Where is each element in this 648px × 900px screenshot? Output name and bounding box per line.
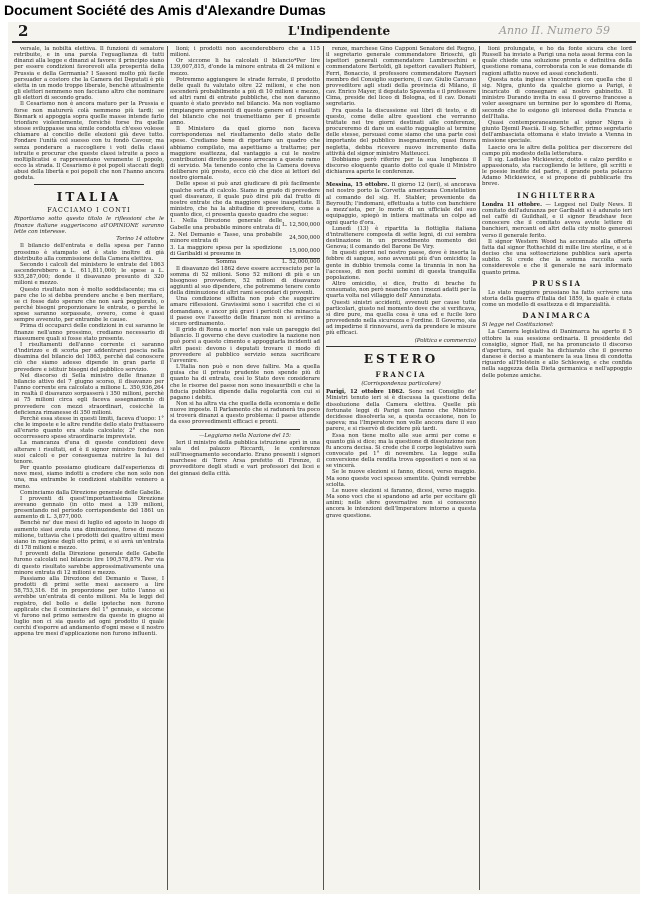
paragraph: lioni prolungate, e ho da fonte sicura che lord Russell ha inviato a Parigi una nota assai ferma con la quale chiede una soluzione pronta e definitiva della questione romana, corroborata con le sue domande di ragioni affatto nuove ed assai concludenti. [482, 46, 632, 77]
quote-source: Si legge nel Costituzionel: [482, 322, 554, 329]
paragraph: Il Cesarismo non è ancora maturo per la Prussia e forse non maturerà colà nemmeno più tardi; se Bismark si appoggia sopra quelle masse intende farlo trionfare violentemente, forsichè forse fra quelle stesse sviluppasse una simile condotta ch'esso volesse chiamare al concilio delle elezioni già deve tutto. Fondare l'unità col suesso con tu fondò Cavour, ma senza ponderare a raccogliere i voti della classi istruite e procurar che queste classi istruite a poco a moltiplicatisi e rappresentano veramente il popolo, ecco la strada. Il Cesarismo è poi popoli staccati degli abusi della libertà e poi popoli che non l'hanno ancora goduta. [14, 101, 164, 182]
news-text: — Leggesi nel Daily News. Il comitato dell'adunanza per Garibaldi si è adunato ieri nel caffè di Guildhall, e il signor Bradshaw fece conoscere che il comitato aveva avute lettere di banchieri, mercanti ed altri della city molto generosi verso il generale ferito. [482, 201, 632, 239]
col3-body [326, 226, 476, 337]
divider [190, 429, 300, 430]
paragraph: In questi giorni nel nostro paese, dove è insorta la febbre di sangue, sono avvenuti più d'un omicidio; la gente in dubbio tremola come la tirannia in non ha l'accesso, di non pochi uomini di questa tranquilla popolazione. [326, 250, 476, 281]
paragraph: Delle spese si può anzi giudicare di più facilmente qualche sorta di calcolo. Siamo in grado di prevedere quel disavanzo, il quale può dirsi più dal frutto di nostre entrate che da maggiore spese inaspettate. Il ministro, che ha la abitudine di prevedere, come a quanto dice, ci presenta questo quadro che segue: [170, 181, 320, 219]
column-2 [170, 46, 320, 892]
paragraph: Le nuove elezioni si faranno, dicesi, verso maggio. Ma sono voci che si spandono ad arte per eccitare gli animi; nelle sfere governative non si conoscono ancora le intenzioni dell'Imperatore intorno a questa grave questione. [326, 487, 476, 519]
paragraph: Il Ministero da quel giorno non faceva corrispondenza nel risultamento dello stato delle spese. Crediamo bene di riportare un quadro che abbiamo compilato, ma aspettiamo a trattarne; per maggiore esattezza, dal vantaggio a cui le nostre contribuzioni dirette possono arrecare a questo ramo di servizio. Ma tenendo conto che la Camera doveva deliberare più presto, ecco ciò che dice ai lettori del nostro giornale. [170, 126, 320, 182]
divider [346, 178, 456, 179]
paragraph: Se le nuove elezioni si fanno, dicesi, verso maggio. Ma sono queste voci spesso smentite. Quindi verrebbe sciolta. [326, 469, 476, 488]
col3-body2 [326, 433, 476, 519]
paragraph: Cominciamo dalla Direzione generale delle Gabelle. [20, 489, 162, 496]
table-total-value: L. 52,000,000 [282, 258, 320, 265]
paragraph: Passiamo alla Direzione del Demanio e Tasse, I prodotti di primi sette mesi ascesero a lire 58,753,316. Ed in proporzione per tutto l'anno si avrebbe un'entrata di cento milioni. Ma le leggi del registro, del bollo e delle ipoteche non furono applicate che il cominciare del 1° gennaio, e siccome vi furono nel primo semestre da queste in giugno ai luglio non ci sia questo ad ogni prodotto il quale cerchi d'esporre ad andamento d'ogni mese e il nostro appena tre mesi d'applicazione non furono influenti. [14, 575, 164, 638]
paragraph: lioni; i prodotti non ascenderebbero che a 115 milioni. [170, 46, 320, 59]
table-cell-value: 15,000,000 [289, 248, 320, 255]
paragraph: Benchè ne' due mesi di luglio ed agosto in luogo di aumento siasi avuta una diminuzione, forse di mezzo milione, tuttavia che i prodotti dei quattro ultimi mesi siano in ragione degli otto primi, e si avrà un'entrata di 178 milioni e mezzo. [14, 520, 164, 552]
paragraph: Il signor Western Wood ha accennato alla offerta fatta dal signor Rothschild di mille lire sterline, e si è deciso che una sottoscrizione pubblica sarà aperta subito. Si crede che la somma raccolta sarà considerevole e che il generale ne sarà informato quanto prima. [482, 238, 632, 276]
header-rule [12, 41, 636, 43]
paragraph: Una condizione siffatta non può che suggerire amare riflessioni. Gravissimi sono i sacrifizi che ci si domandano, e ancor più gravi i pericoli che minaccia il paese ove l'assetto delle finanze non si avviino a sicuro ordinamento. [170, 296, 320, 327]
news-item-messina [326, 182, 476, 225]
paragraph: Il grido di Roma o morte! non vale un pareggio del bilancio. Il governo che deve custodire la nazione non può porsi a questo cimento e appoggiarla incidenti ad altri paesi: devono i deputati trovare il modo di provvedere al pubblico servizio senza sacrificare l'avvenire. [170, 327, 320, 364]
news-head: Londra 11 ottobre. [482, 201, 542, 208]
paragraph: Potremmo aggiungere le strade ferrate, il prodotto delle quali fu valutato oltre 22 milioni, e che non ascenderà probabilmente a più di 10 milioni e mezzo, ed altri rami di entrate pubbliche, che non daranno quanto è stato previsto nel bilancio. Ma non vogliamo rimpiangere argomenti di questo genere ed i risultati del bilancio che noi trasmettiamo per il presente anno. [170, 76, 320, 126]
paragraph: Prima di occuparci delle condizioni in cui saranno le finanze nell'anno prossimo, crediamo necessario di riassumere quali si fosse stato presente. [14, 323, 164, 342]
deficit-table [170, 218, 320, 265]
col3-lead [326, 46, 476, 175]
paragraph: Nel discorso di Sella ministro delle finanze il bilancio attivo del 7 giugno scorso, il disavanzo per l'anno corrente era calcolato a milione L. 350,936,264 in realtà il disavanzo sorpasserà i 350 milioni, perchè ai 75 milioni circa egli faceva assegnamento di provvedere con mezzi straordinari, cosicchè la deficienza rimanesse di 350 milioni. [14, 372, 164, 416]
paragraph: I proventi di quest'importantissima Direzione avevano gennaio (in otto mesi a 139 milioni, presentando nel periodo corrispondente del 1861 un aumento di L. 3,877,000. [14, 495, 164, 521]
news-item-londra [482, 202, 632, 239]
section-title-prussia: PRUSSIA [532, 278, 582, 288]
table-cell-label: 2. Nel Demanio e Tasse, una probabile minore entrata di [170, 231, 283, 245]
newspaper-title: L'Indipendente [288, 24, 391, 38]
paragraph: Lunedì (13) è ripartita la flottiglia italiana d'intrattenere composta di sette legni, di cui sembra destinazione in un procedimento momento dei Genova; il comando del Barone De Viry. [326, 225, 476, 251]
table-row [170, 232, 320, 245]
news-head: Parigi, 12 ottobre 1862. [326, 389, 405, 396]
intro-note: Riportiamo sotto questo titolo le riflessioni che le finanze italiane suggeriscono all'OPINIONE saranno lette con interesse. [14, 216, 164, 235]
section-title-inghilterra: INGHILTERRA [517, 190, 597, 200]
page-header [8, 22, 640, 40]
paragraph: renze, marchese Gino Capponi Senatore del Regno, il segretario generale commendatore Brioschi, gli ispettori generali commendatore Lambruschini e commendatore Bertoldi, gli ispettori cavalieri Rubieri, Ferri, Bonaccio, il professore commendatore Rayneri membro del Consiglio superiore, il cav. Giulio Carcano provveditore agli studi della provincia di Milano, il cav. Enrico Mayer, il deputato Spaventa e il professore Cima, preside del liceo di Bologna, ed il cav. Donati segretario. [326, 46, 476, 108]
section-title-francia: FRANCIA [375, 369, 427, 379]
article-heading: —Leggiamo nella Nazione del 15: [199, 432, 291, 439]
section-title-estero: ESTERO [363, 351, 439, 366]
table-total-row [170, 258, 320, 265]
paragraph: Il bilancio dell'entrata e della spesa per l'anno prossimo è stampato ed è stato inoltre di già distribuito alla commissione della Camera elettiva. [14, 243, 164, 262]
correspondence-note: (Corrispondenza particolare) [361, 380, 441, 387]
paragraph: Altro omicidio, si dice, frutto di brache fu consumato, non però neanche con i mezzi adatti per la quarta volta nel villaggio dell' Annunziata. [326, 281, 476, 300]
paragraph: I proventi della Direzione generale delle Gabelle furono calcolati nel bilancio lire 190,578,879. Per via di questo risultato sarebbe approssimativamente una minore entrata di 12 milioni e mezzo. [14, 551, 164, 576]
section-subtitle: FACCIAMO I CONTI [47, 206, 131, 215]
paragraph: I risultamenti dell'anno corrente ci saranno d'indirizzo e di scorta per addentrarci poscia nella disamina del bilancio del 1863, perchè dal conoscere ciò che siamo adesso dipende in gran parte il prevedere e istituir bisogni del pubblico servizio. [14, 341, 164, 373]
news-text: Sono nel Consiglio de' Ministri tenuto ieri si è discussa la questione della dissoluzione della Camera elettiva. Quelle più fortunate leggi di Parigi non fanno che Ministro decidesse dissolverla se, a questa occasione, non lo sapeva; ma l'Imperatore non volle ancora dare il suo parere, e si riservò di decidere più tardi. [326, 389, 476, 433]
newspaper-page [8, 22, 640, 894]
bleed-through-text: Anno II. Numero 59 [499, 24, 610, 37]
divider [34, 184, 144, 185]
table-total-label: Somma [170, 258, 282, 265]
paragraph: Lascio ora le altre della politica per discorrere del campo più modesto della letteratura. [482, 144, 632, 157]
paragraph: Lo stato maggiore prussiano ha fatto scrivere una storia della guerra d'Italia del 1859, la quale è citata come un modello di esattezza e di imparzialità. [482, 289, 632, 309]
watermark-text: Document Société des Amis d'Alexandre Dumas [4, 2, 326, 18]
column-separator [323, 46, 324, 890]
watermark-bar [0, 0, 648, 22]
column-4 [482, 46, 632, 892]
paragraph: Quasi contemporaneamente al signor Nigra è giunto Djemil Pascià. Il sig. Scheffer, primo segretario dell'ambasciata ottomana è stato inviato a Vienna in missione speciale. [482, 119, 632, 145]
table-row [170, 218, 320, 231]
news-head: Messina, 15 ottobre. [326, 182, 390, 189]
paragraph: Or siccome li ha calcolati il bilancio*Per lire 139,607,815, d'onde la minore entrata di 24 milioni e mezzo. [170, 58, 320, 77]
paragraph: Ieri il ministro della pubblica istruzione aprì in una sala del palazzo Riccardi, le conferenze sull'insegnamento secondario. Erano presenti i signori marchese di Torre Arsa prefetto di Firenze, il provveditore degli studi e vari professori dei licei e dei ginnasi della città. [170, 439, 320, 477]
column-3 [326, 46, 476, 892]
news-item-parigi [326, 389, 476, 432]
paragraph: Questa nota inglese s'incontrerà con quella che il sig. Nigra, giunto da qualche giorno a Parigi, è incaricato di consegnare al nostro gabinetto. Il ministro Durando invita in essa il governo francese a voler assegnare un termine per lo sgombro di Roma, secondo che lo esigono gli interessi della Francia e dell'Italia. [482, 76, 632, 120]
col2-lead [170, 46, 320, 218]
news-text: Il giorno 12 (ieri), si ancorava nel nostro porto la Corvetta americana Constellation al comando del sig. H. Stabler, proveniente da Beyrouth; l'indomani, effettuata a tutto con banchiere a mezz'asta, per lo morte di un ufficiale del suo equipaggio, spiegò in intiera mattinata un colpo ad ogni quarto d'ora. [326, 182, 476, 226]
paragraph: Fra questa la discussione sui libri di testo, e di questo, come delle altre questioni che verranno trattate nei tre giorni destinati alle conferenze, procureremo di dare un esatto ragguaglio al termine delle stesse, persuasi come siamo che una parte così importante del pubblico insegnamento, quasi finora negletta, debba ricevere nuovo incremento dalla attività del signor ministro Matteucci. [326, 107, 476, 157]
paragraph: Per quanto possiamo giudicare dall'esperienza di nove mesi, siamo indotti a credere che non solo non una, ma entrambe le condizioni stabilite vennero a meno. [14, 465, 164, 490]
col4-lead [482, 46, 632, 188]
dateline: Torino 14 ottobre [116, 236, 164, 243]
table-row [170, 245, 320, 259]
section-title-danimarca: DANIMARCA [522, 311, 592, 321]
paragraph: Non si ha altra via che quella della economia e delle nuove imposte. Il Parlamento che si radunerà tra poco si troverà dinanzi a questo problema: il paese attende da esso provvedimenti efficaci e pronti. [170, 400, 320, 426]
column-separator [167, 46, 168, 890]
paragraph: Dobbiamo però riferire per la sua lunghezza il discorso eloquente quanto dotto col quale il Ministro dichiarava aperte le conferenze. [326, 156, 476, 176]
paragraph: Essa non tiene molto alle sue armi per come e quanto già si dice; ma la questione di dissoluzione non fu ancora decisa. Si crede che il corpo legislativo sarà convocato pel 1° di novembre. La legge sulla conversione della rendita trova oppositori e non si sa se vincerà. [326, 432, 476, 470]
section-title-italia: ITALIA [56, 190, 122, 205]
column-separator [479, 46, 480, 890]
paragraph: Il sig. Ladislao Mickiewicz, dotto e calzo perdito e appassionato, sta raccogliendo le lettere, gli scritti e le poesie inedite del padre, il grande poeta polacco Adamo Mickiewicz, e si propone di pubblicarle fra breve. [482, 156, 632, 188]
divider [326, 346, 476, 347]
paragraph: La Camera legislativa di Danimarca ha aperto il 5 ottobre la sua sessione ordinaria. Il presidente del consiglio, signor Hall, ne ha pronunciato il discorso d'apertura, nel quale ha dichiarato che il governo danese è deciso a mantenere la sua linea di condotta riguardo all'Holstein e allo Schleswig, e che confida nella saggezza della Dieta germanica e nell'appoggio delle potenze amiche. [482, 329, 632, 379]
paragraph: Il disavanzo del 1862 deve essere accresciuto per la somma di 52 milioni. Sono 52 milioni di più e un bisognoso provvedere, 52 milioni di disavanzo aggiunti al suo dipendere, che potremmo tenere conto della diminuzione di altri rami secondari di proventi. [170, 265, 320, 297]
table-cell-label: 3. La maggiore spesa per la spedizione di Garibaldi si presume in [170, 244, 283, 258]
paragraph: versale, la nobiltà elettiva. Il funzioni di senatore retribuite, e in una parola l'eguaglianza di tutti dinanzi alla legge e dinanzi al favore: il principio siano per essere condizioni favorevoli alla prosperità della Prussia e della Germania? I Sassoni molto più facile persuader a costoro che la Camera dei Deputati è più eletta in un modo troppo liberale, benchè attualmente gli elettori nemmeno non facciano altro che nominare gli elettori di secondo grado. [14, 46, 164, 102]
paragraph: Questi sinistri accidenti, avvenuti per cause tutte particolari, giusto nel momento dove che si verificava, sì dire pure, ma quella cosa è una ed e fucile loro provvedendo nella sicurezza e l'ordine. Il Governo, sia ad impedirne il rinnovarsi, avrà da prendere le misure più efficaci. [326, 299, 476, 337]
paragraph: Perchè essa stesse in questi limiti, faceva d'uopo: 1° che le imposte e le altre rendite dello stato fruttassero all'erario quanto era stato calcolato; 2° che non occorressero spese straordinarie impreviste. [14, 415, 164, 441]
col1-lead [14, 46, 164, 181]
paragraph: L'Italia non può e non deve fallire. Ma a quella guisa che il privato prudente non spende più di quanto ha di entrata, così lo Stato deve considerare che le risorse del paese non sono inesauribili e che la fiducia pubblica dipende dalla regolarità con cui si pagano i debiti. [170, 364, 320, 401]
column-1 [14, 46, 164, 892]
paragraph: Secondo i calcoli del ministero le entrate del 1863 ascenderebbero a L. 611,811,000; le spese a L. 935,287,000; donde il disavanzo presunto di 320 milioni e mezzo. [14, 261, 164, 287]
paragraph: La mancanza d'una di queste condizioni deve alterare i risultati, ed è il signor ministro fondava i suoi calcoli e per conseguenza nutrire la lui del tenore. [14, 440, 164, 465]
col1-body [14, 243, 164, 637]
source-credit: (Politica e commercio) [414, 337, 476, 344]
table-cell-value: L. 12,500,000 [282, 221, 320, 228]
page-number: 2 [18, 22, 29, 40]
col2-body [170, 266, 320, 426]
table-cell-value: 24,500,000 [289, 234, 320, 241]
paragraph: Questo risultato non è molto soddisfacente; ma ci pare che lo si debba prendere anche e ben meritare, se ci fosse dato sperare che non sarà peggiorato, o perché bisogni proporzionare le entrate, o perché le spese saranno sorpassate, ovvero, come è quasi sempre avvenuto, per entrambe le cause. [14, 286, 164, 324]
table-cell-label: 1. Nella Direzione generale delle Gabelle una probabile minore entrata di [170, 218, 283, 231]
